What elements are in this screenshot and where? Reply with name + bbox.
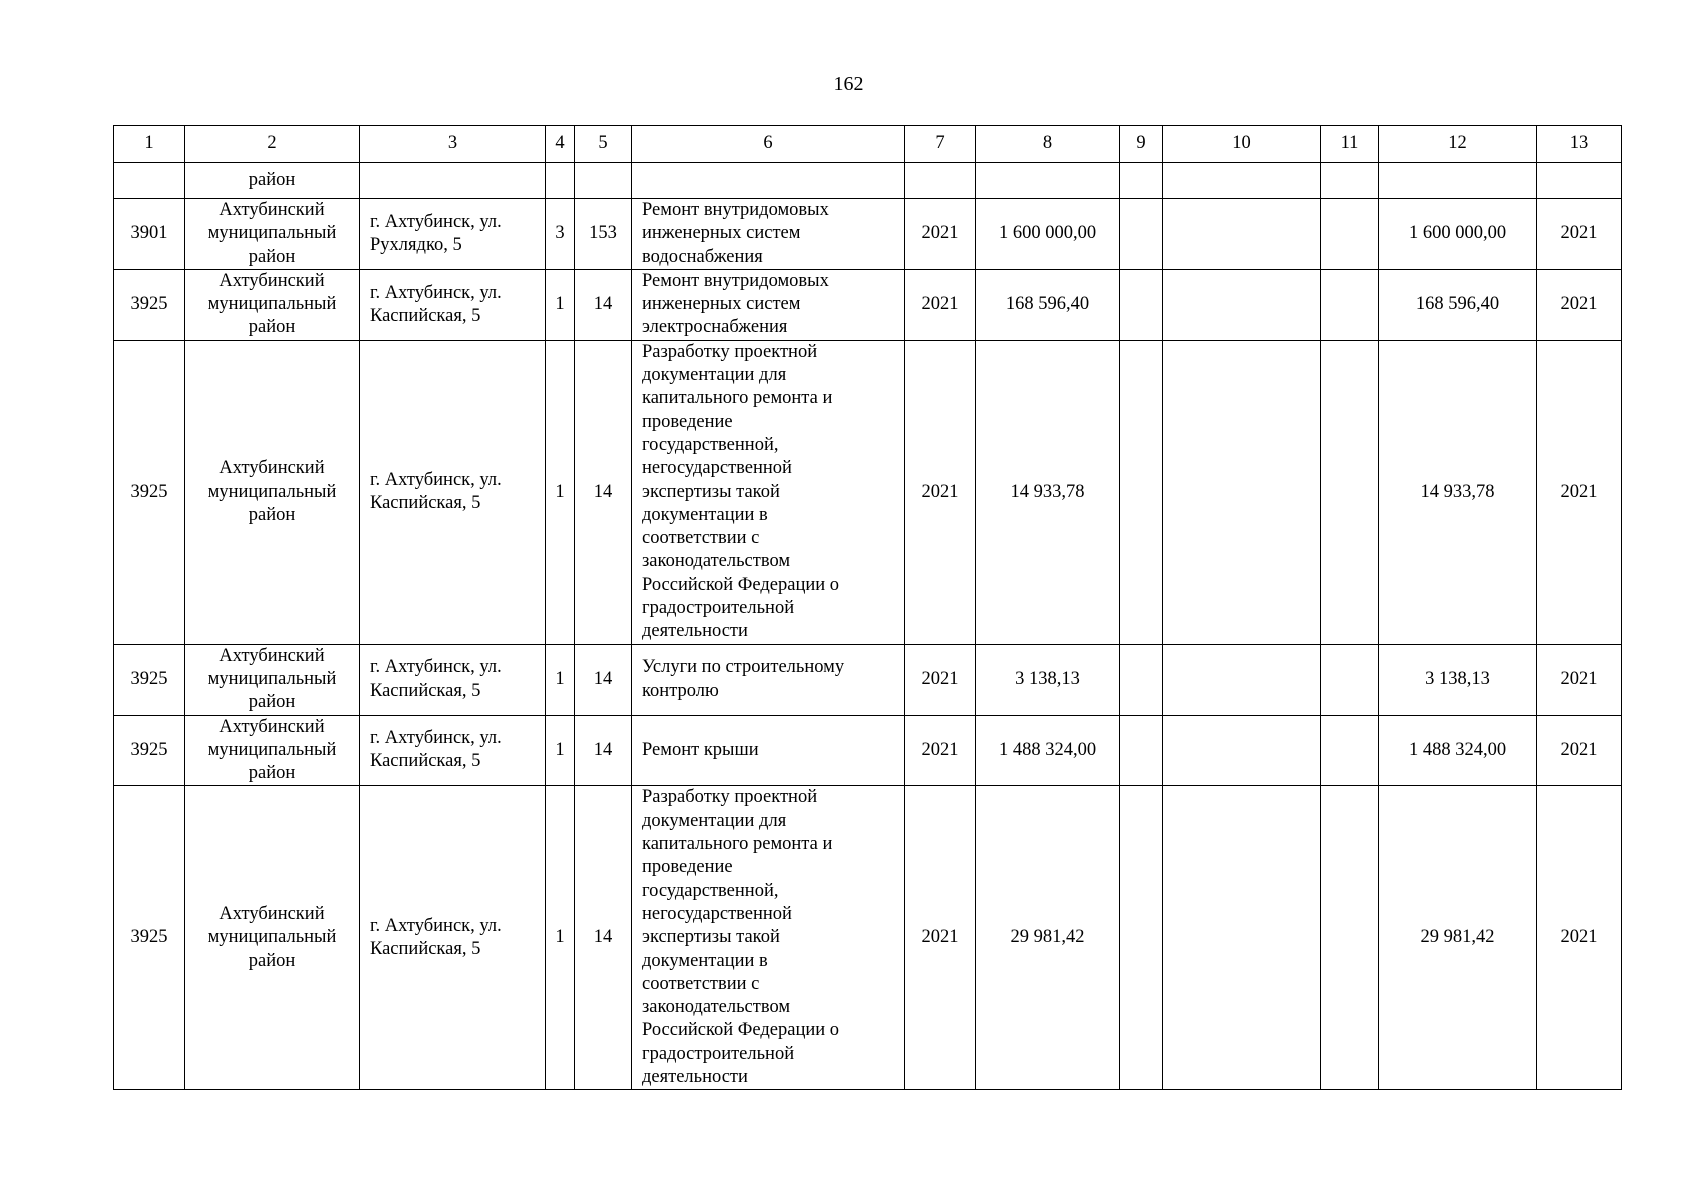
table-cell [575,163,632,199]
column-header: 5 [575,126,632,163]
table-cell: г. Ахтубинск, ул. Рухлядко, 5 [360,199,546,270]
table-row [114,786,1622,1090]
table-cell: 14 [575,340,632,644]
table-cell: 168 596,40 [976,269,1120,340]
table-cell: 3925 [114,340,185,644]
table-cell: 1 [546,269,575,340]
table-cell: 2021 [1537,199,1622,270]
table-cell: 2021 [905,786,976,1090]
table-cell: 1 [546,340,575,644]
column-header: 11 [1321,126,1379,163]
table-cell: 2021 [905,269,976,340]
table-cell [1120,269,1163,340]
table-cell: г. Ахтубинск, ул. Каспийская, 5 [360,786,546,1090]
table-cell: Ахтубинский муниципальный район [185,199,360,270]
column-header: 1 [114,126,185,163]
repair-register-table [113,125,1622,1090]
table-cell: 153 [575,199,632,270]
table-cell: 2021 [905,199,976,270]
table-cell [1321,715,1379,786]
table-cell: 2021 [1537,715,1622,786]
column-header: 6 [632,126,905,163]
table-cell: г. Ахтубинск, ул. Каспийская, 5 [360,269,546,340]
column-header: 8 [976,126,1120,163]
table-cell: 2021 [905,340,976,644]
continuation-row [114,163,1622,199]
table-cell: 3 [546,199,575,270]
table-cell: 14 [575,644,632,715]
table-cell: 14 933,78 [1379,340,1537,644]
table-cell [1163,786,1321,1090]
table-cell: 14 [575,715,632,786]
table-cell [1120,644,1163,715]
table-cell [546,163,575,199]
table-cell: 1 600 000,00 [1379,199,1537,270]
table-cell [1120,199,1163,270]
table-cell: 3925 [114,269,185,340]
table-cell: 29 981,42 [976,786,1120,1090]
table-cell: Разработку проектной документации для капитального ремонта и проведение государственной, негосударственной экспертизы такой документации в соответствии с законодательством Российской Федерации о градостроительной деятельности [632,340,905,644]
table-cell: 14 [575,269,632,340]
table-cell [1120,340,1163,644]
column-header: 2 [185,126,360,163]
table-row [114,269,1622,340]
table-cell [1120,786,1163,1090]
table-cell: 3 138,13 [1379,644,1537,715]
table-cell: 2021 [1537,340,1622,644]
table-cell: Ремонт крыши [632,715,905,786]
table-cell [1321,644,1379,715]
table-cell: Ахтубинский муниципальный район [185,340,360,644]
table-cell [1163,340,1321,644]
table-row [114,340,1622,644]
table-cell: Ахтубинский муниципальный район [185,715,360,786]
table-cell: 1 [546,644,575,715]
table-cell: 168 596,40 [1379,269,1537,340]
table-cell: 2021 [905,715,976,786]
table-cell [1120,715,1163,786]
table-cell: 2021 [1537,786,1622,1090]
table-cell [632,163,905,199]
table-cell: 1 488 324,00 [1379,715,1537,786]
table-cell: Разработку проектной документации для капитального ремонта и проведение государственной, негосударственной экспертизы такой документации в соответствии с законодательством Российской Федерации о градостроительной деятельности [632,786,905,1090]
table-cell: 1 600 000,00 [976,199,1120,270]
table-cell [1321,340,1379,644]
table-cell [1120,163,1163,199]
table-cell: Ахтубинский муниципальный район [185,786,360,1090]
table-cell [360,163,546,199]
table-cell: г. Ахтубинск, ул. Каспийская, 5 [360,340,546,644]
table-cell: 3925 [114,715,185,786]
table-cell [976,163,1120,199]
table-cell [1321,163,1379,199]
table-cell: Услуги по строительному контролю [632,644,905,715]
table-cell: район [185,163,360,199]
table-cell: 3 138,13 [976,644,1120,715]
table-cell: 3901 [114,199,185,270]
column-header: 7 [905,126,976,163]
page-number: 162 [833,73,864,95]
table-cell [114,163,185,199]
column-header: 4 [546,126,575,163]
table-row [114,715,1622,786]
table-cell: 2021 [1537,644,1622,715]
column-header: 13 [1537,126,1622,163]
table-cell [1537,163,1622,199]
table-cell: Ахтубинский муниципальный район [185,644,360,715]
table-cell: 14 933,78 [976,340,1120,644]
column-header: 9 [1120,126,1163,163]
table-cell: 29 981,42 [1379,786,1537,1090]
column-header: 3 [360,126,546,163]
table-cell [1163,199,1321,270]
table-cell: 2021 [905,644,976,715]
table-cell: 1 [546,715,575,786]
table-cell [1163,163,1321,199]
table-cell: 3925 [114,644,185,715]
column-header: 10 [1163,126,1321,163]
table-cell: Ахтубинский муниципальный район [185,269,360,340]
table-cell: 1 488 324,00 [976,715,1120,786]
table-cell: 3925 [114,786,185,1090]
table-cell: 2021 [1537,269,1622,340]
table-row [114,199,1622,270]
table-cell: г. Ахтубинск, ул. Каспийская, 5 [360,644,546,715]
table-cell [1163,269,1321,340]
table-cell [1163,715,1321,786]
table-cell: г. Ахтубинск, ул. Каспийская, 5 [360,715,546,786]
table-cell: Ремонт внутридомовых инженерных систем водоснабжения [632,199,905,270]
column-header: 12 [1379,126,1537,163]
table-cell [905,163,976,199]
table-row [114,644,1622,715]
table-cell [1379,163,1537,199]
table-cell: Ремонт внутридомовых инженерных систем электроснабжения [632,269,905,340]
table-cell [1321,199,1379,270]
table-cell: 1 [546,786,575,1090]
table-cell [1321,786,1379,1090]
table-cell [1321,269,1379,340]
column-number-row [114,126,1622,163]
table-cell [1163,644,1321,715]
table-cell: 14 [575,786,632,1090]
